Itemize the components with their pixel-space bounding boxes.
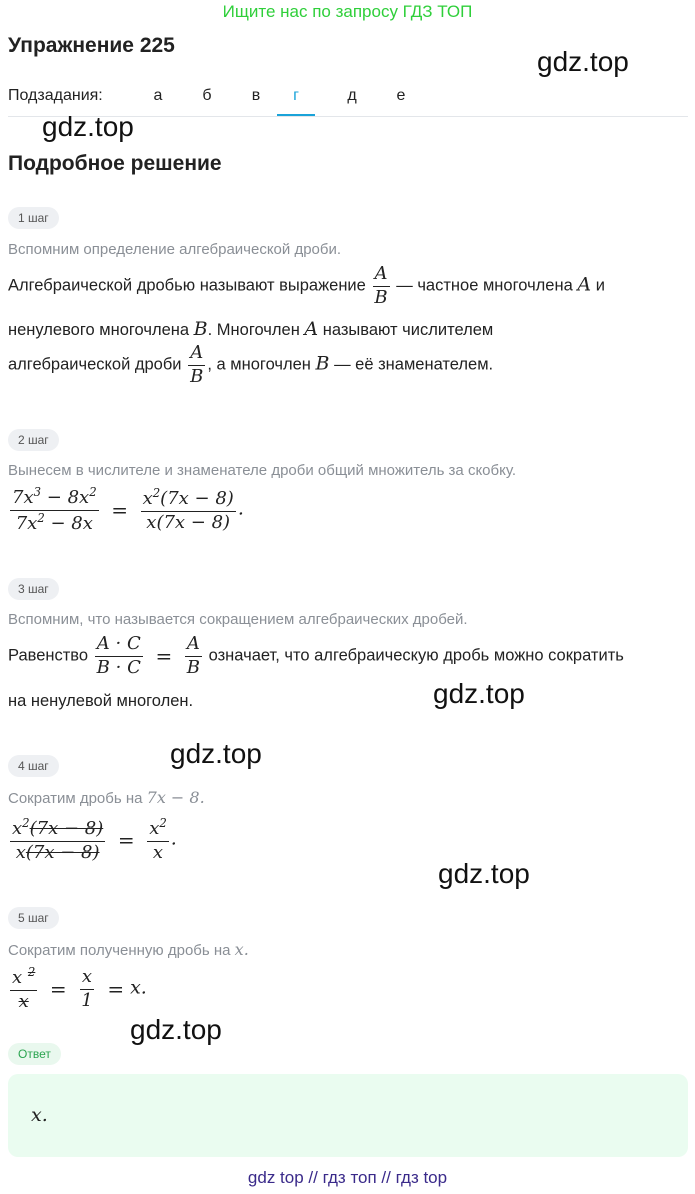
- step-hint: Вспомним, что называется сокращением алгебраических дробей.: [8, 611, 468, 628]
- text-segment: ненулевого многочлена: [8, 321, 190, 339]
- step-text: Равенство $\frac{A \cdot C}{B \cdot C}$ = $\frac{A}{B}$ означает, что алгебраическую дробь можно сократить: [8, 633, 624, 678]
- text-segment: Алгебраической дробью называют выражение: [8, 276, 366, 295]
- tab-g[interactable]: г: [277, 87, 315, 105]
- text-segment: и: [595, 276, 605, 295]
- tab-b[interactable]: б: [202, 87, 212, 104]
- step-badge: 3 шаг: [8, 578, 59, 600]
- tab-e[interactable]: е: [396, 87, 406, 104]
- text-segment: Сократим полученную дробь на: [8, 942, 231, 959]
- fraction: $\frac{A \cdot C}{B \cdot C}$: [96, 633, 141, 678]
- math-var: A: [304, 318, 319, 340]
- watermark: gdz.top: [433, 678, 525, 709]
- text-segment: — частное многочлена: [396, 276, 573, 295]
- formula: $\frac{x^2(7x - 8)}{x(7x - 8)}$ = $\frac{x^2}{x}$ .: [12, 816, 177, 863]
- math-var: x.: [234, 940, 249, 959]
- text-segment: — её знаменателем.: [334, 355, 494, 374]
- watermark: gdz.top: [42, 111, 134, 142]
- formula: $\frac{7x^3 - 8x^2}{7x^2 - 8x}$ = $\frac{x^2(7x - 8)}{x(7x - 8)}$ .: [12, 485, 244, 534]
- tab-a[interactable]: а: [153, 87, 163, 104]
- step-text: [8, 343, 493, 387]
- answer-box: [8, 1074, 688, 1157]
- fraction: $\frac{A}{B}$: [186, 633, 201, 678]
- text-segment: Сократим дробь на: [8, 790, 143, 807]
- text-segment: Равенство: [8, 646, 89, 665]
- step-hint: Вынесем в числителе и знаменателе дроби общий множитель за скобку.: [8, 462, 517, 479]
- fraction: $\frac{7x^3 - 8x^2}{7x^2 - 8x}$: [12, 485, 97, 534]
- search-banner[interactable]: Ищите нас по запросу ГДЗ ТОП: [222, 2, 473, 21]
- text-segment: . Многочлен: [207, 321, 300, 339]
- watermark: gdz.top: [170, 738, 262, 769]
- fraction: $\frac{A}{B}$: [374, 263, 388, 308]
- fraction: $\frac{x^2}{x}$: [149, 816, 167, 863]
- watermark: gdz.top: [438, 858, 530, 889]
- subtasks-label: Подзадания:: [8, 87, 103, 104]
- fraction: $\frac{x^2(7x - 8)}{x(7x - 8)}$: [12, 816, 104, 863]
- step-text: на ненулевой многолен.: [8, 692, 194, 710]
- solution-title: Подробное решение: [8, 152, 222, 175]
- step-badge: 5 шаг: [8, 907, 59, 929]
- tab-v[interactable]: в: [251, 87, 261, 104]
- fraction: $\frac{x ^2}{x}$: [12, 965, 36, 1012]
- footer-links[interactable]: gdz top // гдз топ // гдз top: [247, 1168, 448, 1187]
- tab-d[interactable]: д: [347, 87, 357, 104]
- step-hint: [8, 940, 249, 959]
- answer-badge: Ответ: [8, 1043, 61, 1065]
- formula: $\frac{x ^2}{x}$ = $\frac{x}{1}$ = x.: [12, 965, 147, 1012]
- answer-value: x.: [31, 1104, 48, 1126]
- fraction: $\frac{x^2(7x - 8)}{x(7x - 8)}$: [142, 486, 234, 533]
- math-expr: 7x − 8.: [146, 788, 205, 807]
- step-text: [8, 318, 493, 340]
- step-hint: [8, 788, 205, 807]
- page-title: Упражнение 225: [8, 34, 175, 57]
- step-badge: 1 шаг: [8, 207, 59, 229]
- step-text: [8, 264, 605, 308]
- step-badge: 2 шаг: [8, 429, 59, 451]
- fraction: $\frac{A}{B}$: [190, 342, 204, 387]
- fraction: $\frac{x}{1}$: [81, 966, 93, 1011]
- text-segment: , а многочлен: [207, 355, 311, 374]
- text-segment: означает, что алгебраическую дробь можно сократить: [208, 646, 624, 665]
- text-segment: называют числителем: [322, 321, 494, 339]
- math-var: A: [577, 273, 592, 296]
- watermark: gdz.top: [537, 46, 629, 77]
- step-hint: Вспомним определение алгебраической дроби.: [8, 241, 342, 258]
- step-badge: 4 шаг: [8, 755, 59, 777]
- text-segment: алгебраической дроби: [8, 355, 182, 374]
- math-var: B: [315, 352, 330, 375]
- watermark: gdz.top: [130, 1014, 222, 1045]
- math-var: B: [193, 318, 208, 340]
